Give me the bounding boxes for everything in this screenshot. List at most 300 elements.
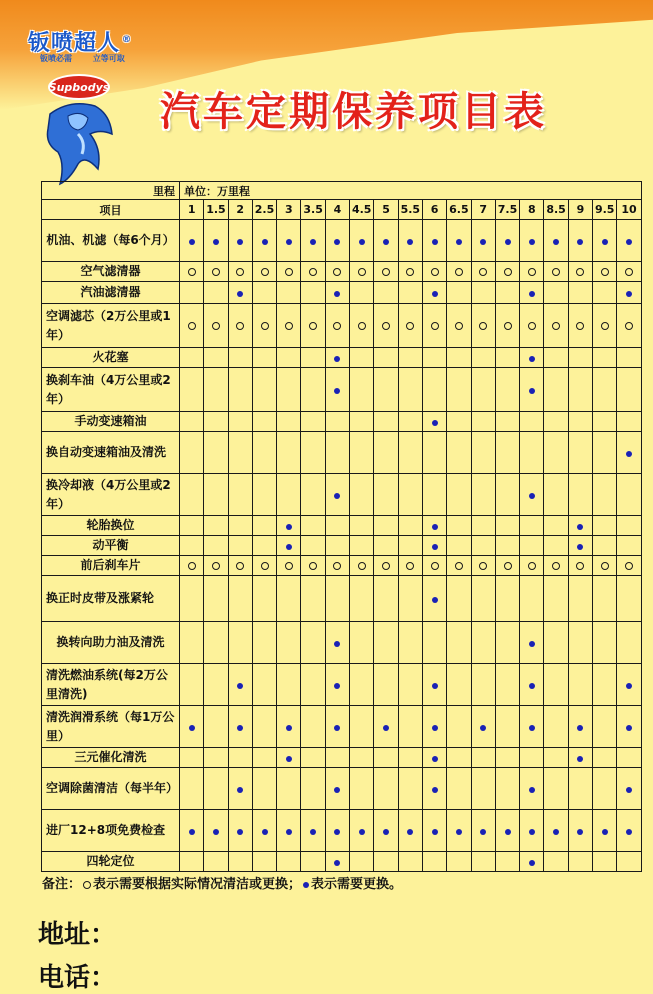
- schedule-cell: [544, 536, 568, 556]
- schedule-cell: [398, 536, 422, 556]
- schedule-cell: [617, 432, 641, 474]
- replace-dot-icon: [262, 829, 268, 835]
- schedule-cell: [447, 348, 471, 368]
- schedule-cell: [398, 748, 422, 768]
- mileage-column-header: 6: [422, 200, 446, 220]
- schedule-cell: [544, 748, 568, 768]
- schedule-cell: [325, 556, 349, 576]
- replace-dot-icon: [432, 420, 438, 426]
- inspect-ring-icon: [309, 268, 317, 276]
- schedule-cell: [520, 432, 544, 474]
- schedule-cell: [325, 576, 349, 622]
- schedule-cell: [593, 556, 617, 576]
- schedule-cell: [398, 576, 422, 622]
- schedule-cell: [422, 556, 446, 576]
- schedule-cell: [495, 576, 519, 622]
- schedule-cell: [593, 622, 617, 664]
- schedule-cell: [447, 556, 471, 576]
- schedule-cell: [471, 474, 495, 516]
- inspect-ring-icon: [601, 322, 609, 330]
- inspect-ring-icon: [333, 562, 341, 570]
- schedule-cell: [471, 622, 495, 664]
- inspect-ring-icon: [528, 268, 536, 276]
- schedule-cell: [617, 474, 641, 516]
- schedule-cell: [422, 536, 446, 556]
- item-name: 清洗燃油系统(每2万公里清洗): [42, 664, 180, 706]
- schedule-cell: [471, 220, 495, 262]
- schedule-cell: [398, 348, 422, 368]
- table-row: [42, 368, 642, 412]
- schedule-cell: [204, 304, 228, 348]
- mileage-column-header: 9.5: [593, 200, 617, 220]
- schedule-cell: [228, 622, 252, 664]
- unit-label: 单位：万里程: [180, 182, 642, 200]
- replace-dot-icon: [310, 239, 316, 245]
- registered-mark: ®: [122, 34, 133, 45]
- item-name: 空调滤芯（2万公里或1年）: [42, 304, 180, 348]
- schedule-cell: [350, 768, 374, 810]
- inspect-ring-icon: [528, 562, 536, 570]
- replace-dot-icon: [383, 829, 389, 835]
- inspect-ring-icon: [504, 562, 512, 570]
- schedule-cell: [277, 348, 301, 368]
- schedule-cell: [617, 706, 641, 748]
- replace-dot-icon: [237, 787, 243, 793]
- schedule-cell: [447, 516, 471, 536]
- schedule-cell: [568, 220, 592, 262]
- schedule-cell: [471, 576, 495, 622]
- schedule-cell: [350, 304, 374, 348]
- schedule-cell: [180, 576, 204, 622]
- schedule-cell: [447, 220, 471, 262]
- schedule-cell: [422, 810, 446, 852]
- schedule-cell: [350, 262, 374, 282]
- schedule-cell: [398, 282, 422, 304]
- schedule-cell: [447, 304, 471, 348]
- maintenance-schedule-table: [41, 181, 642, 872]
- schedule-cell: [301, 304, 325, 348]
- schedule-cell: [277, 748, 301, 768]
- schedule-cell: [204, 768, 228, 810]
- schedule-cell: [228, 748, 252, 768]
- schedule-cell: [180, 768, 204, 810]
- mileage-column-header: 1: [180, 200, 204, 220]
- schedule-cell: [447, 852, 471, 872]
- inspect-ring-icon: [601, 268, 609, 276]
- replace-dot-icon: [286, 524, 292, 530]
- schedule-cell: [228, 368, 252, 412]
- replace-dot-icon: [237, 725, 243, 731]
- replace-dot-icon: [359, 829, 365, 835]
- schedule-cell: [228, 348, 252, 368]
- schedule-cell: [252, 622, 276, 664]
- replace-dot-icon: [189, 829, 195, 835]
- schedule-cell: [325, 368, 349, 412]
- schedule-cell: [350, 576, 374, 622]
- mileage-column-header: 6.5: [447, 200, 471, 220]
- schedule-cell: [544, 622, 568, 664]
- address-label: 地址：: [38, 920, 117, 950]
- inspect-ring-icon: [625, 562, 633, 570]
- schedule-cell: [495, 262, 519, 282]
- schedule-cell: [301, 368, 325, 412]
- schedule-cell: [471, 664, 495, 706]
- schedule-cell: [374, 412, 398, 432]
- schedule-cell: [544, 810, 568, 852]
- item-name: 空气滤清器: [42, 262, 180, 282]
- inspect-ring-icon: [601, 562, 609, 570]
- schedule-cell: [422, 516, 446, 536]
- schedule-cell: [180, 412, 204, 432]
- mileage-column-header: 7.5: [495, 200, 519, 220]
- schedule-cell: [325, 432, 349, 474]
- inspect-ring-icon: [382, 322, 390, 330]
- mileage-column-header: 9: [568, 200, 592, 220]
- replace-dot-icon: [359, 239, 365, 245]
- schedule-cell: [277, 536, 301, 556]
- superhero-mascot-icon: [40, 94, 120, 186]
- schedule-cell: [544, 768, 568, 810]
- slogan-1: 钣喷必需: [40, 54, 72, 63]
- replace-dot-icon: [529, 787, 535, 793]
- schedule-cell: [520, 282, 544, 304]
- inspect-ring-icon: [261, 322, 269, 330]
- schedule-cell: [593, 852, 617, 872]
- replace-dot-icon: [626, 451, 632, 457]
- schedule-cell: [252, 852, 276, 872]
- table-row: [42, 622, 642, 664]
- replace-dot-icon: [432, 725, 438, 731]
- schedule-cell: [471, 412, 495, 432]
- phone-label: 电话：: [38, 963, 117, 993]
- inspect-ring-icon: [188, 562, 196, 570]
- replace-dot-icon: [529, 725, 535, 731]
- item-name: 三元催化清洗: [42, 748, 180, 768]
- schedule-cell: [544, 432, 568, 474]
- schedule-cell: [617, 220, 641, 262]
- schedule-cell: [252, 432, 276, 474]
- schedule-cell: [180, 368, 204, 412]
- schedule-cell: [495, 556, 519, 576]
- inspect-ring-icon: [309, 562, 317, 570]
- schedule-cell: [204, 706, 228, 748]
- schedule-cell: [544, 706, 568, 748]
- table-body: [42, 220, 642, 872]
- schedule-cell: [422, 304, 446, 348]
- schedule-cell: [204, 220, 228, 262]
- schedule-cell: [350, 412, 374, 432]
- schedule-cell: [422, 412, 446, 432]
- schedule-cell: [277, 768, 301, 810]
- schedule-cell: [277, 262, 301, 282]
- schedule-cell: [593, 304, 617, 348]
- schedule-cell: [520, 768, 544, 810]
- table-row: [42, 576, 642, 622]
- replace-dot-icon: [286, 725, 292, 731]
- inspect-ring-icon: [261, 268, 269, 276]
- schedule-cell: [568, 768, 592, 810]
- replace-dot-icon: [334, 725, 340, 731]
- replace-dot-icon: [432, 524, 438, 530]
- schedule-cell: [180, 536, 204, 556]
- table-row: [42, 282, 642, 304]
- schedule-cell: [471, 536, 495, 556]
- schedule-cell: [301, 622, 325, 664]
- schedule-cell: [593, 348, 617, 368]
- mileage-column-header: 7: [471, 200, 495, 220]
- schedule-cell: [301, 348, 325, 368]
- replace-dot-icon: [577, 756, 583, 762]
- schedule-cell: [544, 368, 568, 412]
- schedule-cell: [301, 432, 325, 474]
- schedule-cell: [617, 556, 641, 576]
- brand-slogans: [40, 53, 143, 64]
- schedule-cell: [544, 576, 568, 622]
- schedule-cell: [495, 852, 519, 872]
- schedule-cell: [617, 368, 641, 412]
- schedule-cell: [568, 282, 592, 304]
- schedule-cell: [593, 432, 617, 474]
- schedule-cell: [204, 664, 228, 706]
- table-row: [42, 556, 642, 576]
- schedule-cell: [325, 810, 349, 852]
- schedule-cell: [325, 348, 349, 368]
- replace-dot-icon: [334, 356, 340, 362]
- note-dot-text: 表示需要更换。: [311, 877, 403, 892]
- schedule-cell: [325, 536, 349, 556]
- schedule-cell: [568, 516, 592, 536]
- schedule-cell: [447, 748, 471, 768]
- schedule-cell: [325, 412, 349, 432]
- schedule-cell: [350, 348, 374, 368]
- schedule-cell: [228, 706, 252, 748]
- inspect-ring-icon: [504, 322, 512, 330]
- schedule-cell: [252, 412, 276, 432]
- item-name: 机油、机滤（每6个月）: [42, 220, 180, 262]
- replace-dot-icon: [480, 725, 486, 731]
- replace-dot-icon: [577, 544, 583, 550]
- schedule-cell: [495, 622, 519, 664]
- schedule-cell: [277, 622, 301, 664]
- schedule-cell: [325, 622, 349, 664]
- schedule-cell: [228, 220, 252, 262]
- schedule-cell: [252, 768, 276, 810]
- inspect-ring-icon: [212, 268, 220, 276]
- schedule-cell: [374, 768, 398, 810]
- schedule-cell: [568, 622, 592, 664]
- schedule-cell: [568, 432, 592, 474]
- schedule-cell: [495, 536, 519, 556]
- schedule-cell: [422, 282, 446, 304]
- schedule-cell: [252, 748, 276, 768]
- schedule-cell: [350, 220, 374, 262]
- inspect-ring-icon: [504, 268, 512, 276]
- schedule-cell: [374, 556, 398, 576]
- replace-dot-icon: [237, 683, 243, 689]
- schedule-cell: [422, 348, 446, 368]
- schedule-cell: [301, 282, 325, 304]
- schedule-cell: [398, 412, 422, 432]
- schedule-cell: [471, 348, 495, 368]
- item-name: 换转向助力油及清洗: [42, 622, 180, 664]
- table-row: [42, 852, 642, 872]
- schedule-cell: [277, 810, 301, 852]
- schedule-cell: [180, 748, 204, 768]
- schedule-cell: [544, 304, 568, 348]
- replace-dot-icon: [334, 683, 340, 689]
- inspect-ring-icon: [333, 268, 341, 276]
- inspect-ring-icon: [455, 562, 463, 570]
- schedule-cell: [301, 664, 325, 706]
- schedule-cell: [544, 262, 568, 282]
- schedule-cell: [228, 556, 252, 576]
- schedule-cell: [593, 262, 617, 282]
- schedule-cell: [180, 706, 204, 748]
- mileage-column-header: 3: [277, 200, 301, 220]
- schedule-cell: [568, 556, 592, 576]
- schedule-cell: [301, 810, 325, 852]
- item-name: 手动变速箱油: [42, 412, 180, 432]
- table-row: [42, 262, 642, 282]
- replace-dot-icon: [334, 829, 340, 835]
- replace-dot-icon: [626, 683, 632, 689]
- schedule-cell: [495, 748, 519, 768]
- schedule-cell: [593, 768, 617, 810]
- schedule-cell: [398, 810, 422, 852]
- schedule-cell: [593, 368, 617, 412]
- inspect-ring-icon: [333, 322, 341, 330]
- replace-dot-icon: [626, 239, 632, 245]
- schedule-cell: [398, 706, 422, 748]
- table-row: [42, 474, 642, 516]
- schedule-cell: [617, 262, 641, 282]
- schedule-cell: [350, 622, 374, 664]
- schedule-cell: [180, 432, 204, 474]
- schedule-cell: [301, 852, 325, 872]
- schedule-cell: [204, 412, 228, 432]
- replace-dot-icon: [529, 860, 535, 866]
- schedule-cell: [568, 412, 592, 432]
- schedule-cell: [204, 516, 228, 536]
- schedule-cell: [180, 348, 204, 368]
- inspect-ring-icon: [625, 268, 633, 276]
- inspect-ring-icon: [309, 322, 317, 330]
- schedule-cell: [252, 706, 276, 748]
- replace-dot-icon: [407, 239, 413, 245]
- schedule-cell: [277, 474, 301, 516]
- replace-dot-icon: [189, 239, 195, 245]
- item-name: 动平衡: [42, 536, 180, 556]
- inspect-ring-icon: [479, 268, 487, 276]
- replace-dot-icon: [213, 239, 219, 245]
- table-row: [42, 304, 642, 348]
- schedule-cell: [568, 706, 592, 748]
- schedule-cell: [180, 810, 204, 852]
- table-row: [42, 768, 642, 810]
- schedule-cell: [204, 282, 228, 304]
- mileage-column-header: 5.5: [398, 200, 422, 220]
- schedule-cell: [617, 304, 641, 348]
- schedule-cell: [252, 556, 276, 576]
- replace-dot-icon: [505, 239, 511, 245]
- inspect-ring-icon: [431, 268, 439, 276]
- schedule-cell: [204, 262, 228, 282]
- schedule-cell: [520, 368, 544, 412]
- schedule-cell: [495, 304, 519, 348]
- slogan-2: 立等可取: [92, 54, 125, 63]
- schedule-cell: [447, 432, 471, 474]
- item-name: 进厂12+8项免费检查: [42, 810, 180, 852]
- schedule-cell: [277, 556, 301, 576]
- schedule-cell: [325, 768, 349, 810]
- schedule-cell: [422, 432, 446, 474]
- schedule-cell: [495, 220, 519, 262]
- replace-dot-icon: [529, 291, 535, 297]
- item-name: 清洗润滑系统（每1万公里）: [42, 706, 180, 748]
- schedule-cell: [325, 516, 349, 536]
- table-row: [42, 810, 642, 852]
- schedule-cell: [325, 220, 349, 262]
- schedule-cell: [617, 810, 641, 852]
- schedule-cell: [398, 220, 422, 262]
- schedule-cell: [301, 768, 325, 810]
- replace-dot-icon: [189, 725, 195, 731]
- inspect-ring-icon: [285, 562, 293, 570]
- table-row: [42, 516, 642, 536]
- inspect-ring-icon: [212, 562, 220, 570]
- mileage-column-header: 8: [520, 200, 544, 220]
- schedule-cell: [374, 852, 398, 872]
- replace-dot-icon: [310, 829, 316, 835]
- schedule-cell: [495, 706, 519, 748]
- schedule-cell: [422, 576, 446, 622]
- schedule-cell: [398, 852, 422, 872]
- schedule-cell: [447, 810, 471, 852]
- note-ring-text: 表示需要根据实际情况清洁或更换；: [93, 877, 302, 892]
- inspect-ring-icon: [552, 562, 560, 570]
- replace-dot-icon: [237, 829, 243, 835]
- replace-dot-icon: [602, 829, 608, 835]
- replace-dot-icon: [432, 597, 438, 603]
- schedule-cell: [252, 664, 276, 706]
- replace-dot-icon: [262, 239, 268, 245]
- replace-dot-icon: [505, 829, 511, 835]
- schedule-cell: [447, 576, 471, 622]
- schedule-cell: [471, 748, 495, 768]
- schedule-cell: [252, 368, 276, 412]
- schedule-cell: [520, 348, 544, 368]
- replace-dot-icon: [432, 683, 438, 689]
- schedule-cell: [180, 282, 204, 304]
- replace-dot-icon: [432, 787, 438, 793]
- schedule-cell: [204, 576, 228, 622]
- replace-dot-icon: [553, 829, 559, 835]
- inspect-ring-icon: [382, 268, 390, 276]
- replace-dot-icon: [626, 725, 632, 731]
- dot-icon: [303, 882, 309, 888]
- replace-dot-icon: [334, 291, 340, 297]
- brand-logo-badge: Supbodys: [48, 74, 110, 100]
- schedule-cell: [495, 474, 519, 516]
- schedule-cell: [520, 220, 544, 262]
- mileage-column-header: 4: [325, 200, 349, 220]
- schedule-cell: [277, 282, 301, 304]
- schedule-cell: [350, 810, 374, 852]
- schedule-cell: [301, 576, 325, 622]
- inspect-ring-icon: [552, 322, 560, 330]
- schedule-cell: [593, 748, 617, 768]
- schedule-cell: [617, 664, 641, 706]
